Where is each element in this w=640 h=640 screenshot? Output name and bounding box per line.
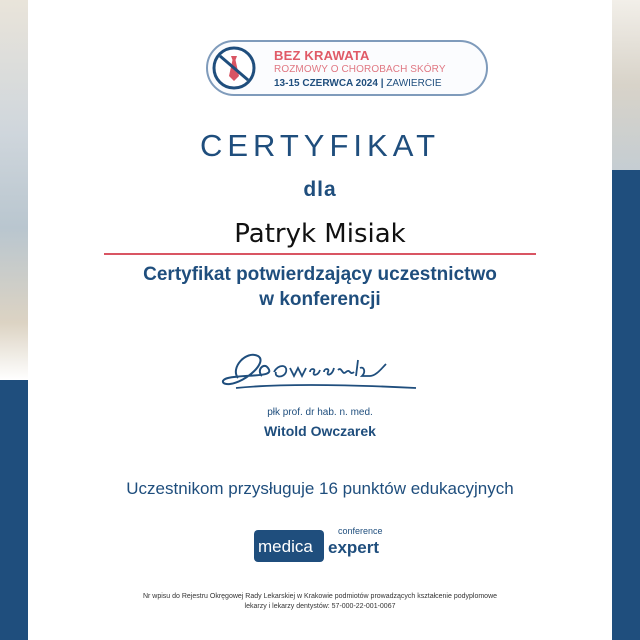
- conference-date-range: 13-15 CZERWCA 2024: [274, 78, 378, 89]
- conference-city: ZAWIERCIE: [386, 78, 442, 89]
- medica-expert-logo: [254, 526, 394, 566]
- description-line-1: Certyfikat potwierdzający uczestnictwo: [143, 264, 497, 285]
- signatory-name: Witold Owczarek: [264, 423, 376, 439]
- conference-header-badge: [206, 40, 488, 96]
- brand-medica-box: [254, 530, 324, 562]
- footer-line-1: Nr wpisu do Rejestru Okręgowej Rady Lekarskiej w Krakowie podmiot‌ów prowadzących kształcenie podyplomowe: [142, 593, 498, 600]
- signatory-title: płk prof. dr hab. n. med.: [267, 407, 373, 418]
- brand-medica-label: medica: [258, 537, 313, 556]
- right-border-photo: [612, 0, 640, 170]
- certificate-for-label: dla: [303, 178, 337, 201]
- footer-line-2: lekarzy i lekarzy dentystów: 57-000-22-001-0067: [244, 603, 396, 610]
- certificate-page: [28, 0, 612, 640]
- conference-title: BEZ KRAWATA: [274, 48, 370, 63]
- conference-dates: [274, 78, 442, 89]
- recipient-name: Patryk Misiak: [234, 219, 406, 249]
- handwritten-signature-icon: [216, 338, 426, 400]
- education-points-text: Uczestnikom przysługuje 16 punktów edukacyjnych: [126, 479, 514, 498]
- brand-conference-label: conference: [338, 526, 383, 536]
- name-underline: [104, 253, 536, 255]
- left-border-photo: [0, 0, 28, 380]
- crossed-tie-icon: [210, 44, 258, 92]
- certificate-heading: CERTYFIKAT: [199, 128, 441, 163]
- registry-footer: [88, 592, 552, 612]
- conference-subtitle: ROZMOWY O CHOROBACH SKÓRY: [274, 64, 446, 75]
- description-line-2: w konferencji: [259, 289, 381, 310]
- certificate-description: [28, 262, 612, 312]
- brand-expert-label: expert: [328, 538, 380, 557]
- date-separator: |: [380, 78, 384, 89]
